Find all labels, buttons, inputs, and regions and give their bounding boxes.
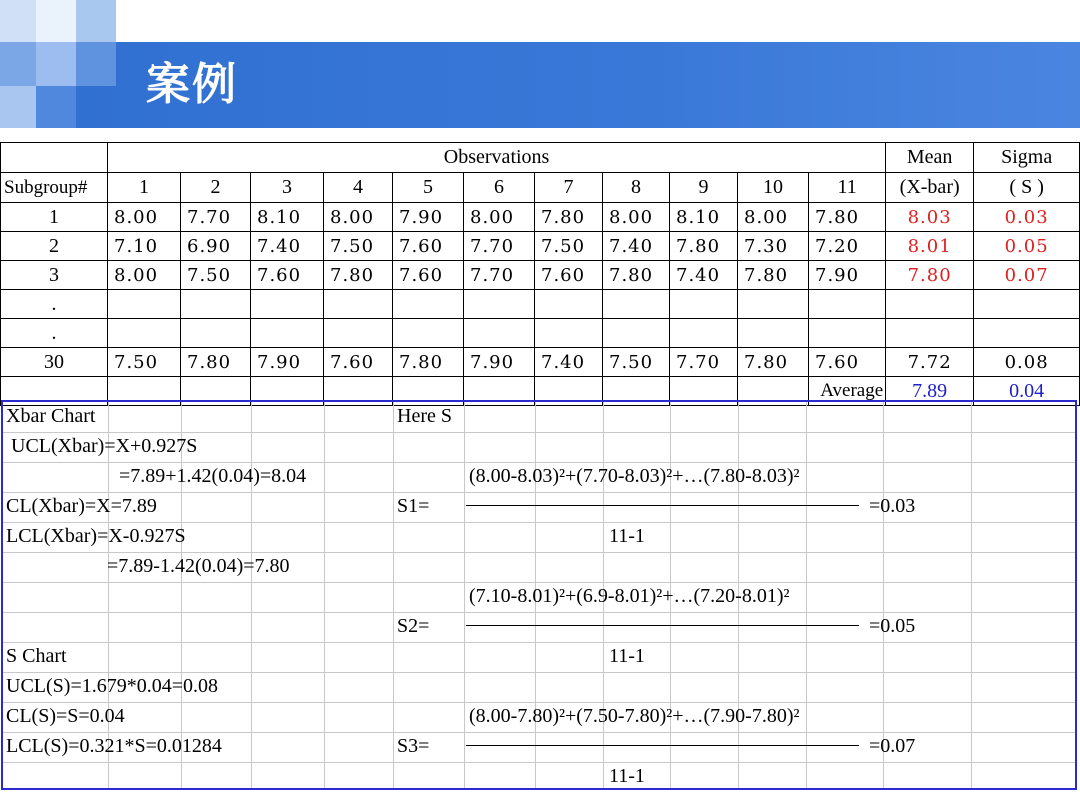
table-row bbox=[1, 348, 1080, 377]
observation-value: 8.00 bbox=[324, 203, 393, 232]
observation-value: 7.80 bbox=[738, 261, 809, 290]
subgroup-id: . bbox=[1, 319, 108, 348]
s3-numerator: (8.00-7.80)²+(7.50-7.80)²+…(7.90-7.80)² bbox=[469, 705, 800, 727]
sigma-value bbox=[974, 319, 1080, 348]
s1-numerator: (8.00-8.03)²+(7.70-8.03)²+…(7.80-8.03)² bbox=[469, 465, 800, 487]
observation-value: 7.70 bbox=[670, 348, 738, 377]
table-row bbox=[1, 203, 1080, 232]
observation-value bbox=[738, 319, 809, 348]
s3-label: S3= bbox=[397, 735, 430, 757]
observation-value: 8.00 bbox=[108, 203, 181, 232]
observation-value: 7.80 bbox=[181, 348, 251, 377]
observation-value: 8.00 bbox=[464, 203, 535, 232]
banner-square bbox=[0, 86, 36, 128]
grid-line bbox=[971, 402, 972, 788]
s1-label: S1= bbox=[397, 495, 430, 517]
observation-value: 7.20 bbox=[809, 232, 886, 261]
obs-number: 3 bbox=[251, 173, 324, 203]
banner-square bbox=[0, 42, 36, 86]
observation-value: 7.70 bbox=[181, 203, 251, 232]
s1-result: =0.03 bbox=[869, 495, 916, 517]
grid-line bbox=[3, 642, 1075, 643]
observation-value: 8.00 bbox=[738, 203, 809, 232]
grid-line bbox=[3, 762, 1075, 763]
sigma-value: 0.05 bbox=[974, 232, 1080, 261]
banner-square bbox=[36, 0, 76, 42]
observation-value: 7.60 bbox=[324, 348, 393, 377]
average-mean: 7.89 bbox=[886, 377, 974, 406]
observation-value: 7.90 bbox=[393, 203, 464, 232]
obs-number: 11 bbox=[809, 173, 886, 203]
observation-value bbox=[181, 290, 251, 319]
observation-value: 8.10 bbox=[670, 203, 738, 232]
observation-value bbox=[603, 319, 670, 348]
obs-number: 2 bbox=[181, 173, 251, 203]
observation-value: 7.80 bbox=[809, 203, 886, 232]
mean-value bbox=[886, 319, 974, 348]
average-label: Average bbox=[809, 377, 886, 406]
s2-result: =0.05 bbox=[869, 615, 916, 637]
s-chart-heading: S Chart bbox=[6, 645, 67, 667]
s2-numerator: (7.10-8.01)²+(6.9-8.01)²+…(7.20-8.01)² bbox=[469, 585, 790, 607]
table-cell bbox=[1, 143, 108, 173]
sigma-header: Sigma bbox=[974, 143, 1080, 173]
average-sigma: 0.04 bbox=[974, 377, 1080, 406]
observation-value bbox=[393, 319, 464, 348]
observation-value: 7.80 bbox=[535, 203, 603, 232]
observation-value: 7.50 bbox=[603, 348, 670, 377]
mean-header: Mean bbox=[886, 143, 974, 173]
observation-value: 7.60 bbox=[251, 261, 324, 290]
banner-square bbox=[0, 0, 36, 42]
table-subheader-row bbox=[1, 173, 1080, 203]
observation-value: 7.90 bbox=[251, 348, 324, 377]
table-row bbox=[1, 261, 1080, 290]
observation-value: 7.10 bbox=[108, 232, 181, 261]
s1-denominator: 11-1 bbox=[609, 525, 645, 547]
s2-fraction-line bbox=[466, 625, 859, 626]
observation-value: 7.80 bbox=[324, 261, 393, 290]
observation-value: 7.50 bbox=[181, 261, 251, 290]
lcl-s-formula: LCL(S)=0.321*S=0.01284 bbox=[6, 735, 222, 757]
obs-number: 7 bbox=[535, 173, 603, 203]
cl-s-formula: CL(S)=S=0.04 bbox=[6, 705, 125, 727]
here-s-label: Here S bbox=[397, 405, 452, 427]
observation-value: 7.70 bbox=[464, 261, 535, 290]
observation-value: 7.40 bbox=[251, 232, 324, 261]
table-row bbox=[1, 232, 1080, 261]
banner-square bbox=[36, 42, 76, 86]
observation-value: 7.50 bbox=[108, 348, 181, 377]
s2-denominator: 11-1 bbox=[609, 645, 645, 667]
cl-xbar-formula: CL(Xbar)=X=7.89 bbox=[6, 495, 157, 517]
observation-value bbox=[108, 319, 181, 348]
observation-value: 8.10 bbox=[251, 203, 324, 232]
subgroup-id: . bbox=[1, 290, 108, 319]
s3-denominator: 11-1 bbox=[609, 765, 645, 787]
table-row bbox=[1, 319, 1080, 348]
observation-value: 7.50 bbox=[324, 232, 393, 261]
sigma-value: 0.08 bbox=[974, 348, 1080, 377]
mean-value: 8.01 bbox=[886, 232, 974, 261]
mean-value: 8.03 bbox=[886, 203, 974, 232]
observation-value bbox=[809, 319, 886, 348]
xbar-chart-heading: Xbar Chart bbox=[6, 405, 96, 427]
sigma-subheader: ( S ) bbox=[974, 173, 1080, 203]
ucl-xbar-calc: =7.89+1.42(0.04)=8.04 bbox=[119, 465, 307, 487]
observation-value bbox=[324, 319, 393, 348]
grid-line bbox=[806, 402, 807, 788]
observation-value bbox=[670, 290, 738, 319]
sigma-value bbox=[974, 290, 1080, 319]
observations-header: Observations bbox=[108, 143, 886, 173]
observation-value: 7.60 bbox=[393, 261, 464, 290]
s3-result: =0.07 bbox=[869, 735, 916, 757]
mean-subheader: (X-bar) bbox=[886, 173, 974, 203]
observation-value: 7.80 bbox=[603, 261, 670, 290]
observation-value: 7.50 bbox=[535, 232, 603, 261]
mean-value: 7.72 bbox=[886, 348, 974, 377]
obs-number: 5 bbox=[393, 173, 464, 203]
observation-value: 6.90 bbox=[181, 232, 251, 261]
grid-line bbox=[251, 402, 252, 788]
observation-value: 7.60 bbox=[809, 348, 886, 377]
sigma-value: 0.07 bbox=[974, 261, 1080, 290]
s3-fraction-line bbox=[466, 745, 859, 746]
formula-panel bbox=[1, 400, 1077, 790]
observation-value bbox=[464, 319, 535, 348]
grid-line bbox=[883, 402, 884, 788]
observations-table bbox=[0, 142, 1080, 406]
lcl-xbar-formula: LCL(Xbar)=X-0.927S bbox=[6, 525, 186, 547]
grid-line bbox=[393, 402, 394, 788]
obs-number: 6 bbox=[464, 173, 535, 203]
observation-value bbox=[809, 290, 886, 319]
observation-value: 8.00 bbox=[603, 203, 670, 232]
observation-value bbox=[108, 290, 181, 319]
mean-value bbox=[886, 290, 974, 319]
ucl-s-formula: UCL(S)=1.679*0.04=0.08 bbox=[6, 675, 219, 697]
observation-value bbox=[393, 290, 464, 319]
page-title: 案例 bbox=[146, 59, 238, 110]
observation-value bbox=[324, 290, 393, 319]
observation-value: 7.90 bbox=[464, 348, 535, 377]
observation-value: 7.60 bbox=[393, 232, 464, 261]
obs-number: 1 bbox=[108, 173, 181, 203]
observation-value: 7.40 bbox=[670, 261, 738, 290]
banner-square bbox=[76, 0, 116, 42]
observation-value bbox=[535, 290, 603, 319]
observation-value: 7.80 bbox=[670, 232, 738, 261]
s2-label: S2= bbox=[397, 615, 430, 637]
observation-value bbox=[251, 290, 324, 319]
subgroup-id: 3 bbox=[1, 261, 108, 290]
table-row bbox=[1, 290, 1080, 319]
observation-value bbox=[603, 290, 670, 319]
table-header-row bbox=[1, 143, 1080, 173]
observation-value: 8.00 bbox=[108, 261, 181, 290]
banner-square bbox=[76, 42, 116, 86]
observation-value bbox=[738, 290, 809, 319]
obs-number: 4 bbox=[324, 173, 393, 203]
observation-value: 7.90 bbox=[809, 261, 886, 290]
observation-value bbox=[251, 319, 324, 348]
observation-value: 7.80 bbox=[393, 348, 464, 377]
observation-value: 7.40 bbox=[603, 232, 670, 261]
observation-value: 7.80 bbox=[738, 348, 809, 377]
observation-value: 7.60 bbox=[535, 261, 603, 290]
observation-value: 7.70 bbox=[464, 232, 535, 261]
title-banner bbox=[0, 0, 1080, 128]
lcl-xbar-calc: =7.89-1.42(0.04)=7.80 bbox=[107, 555, 290, 577]
observation-value bbox=[464, 290, 535, 319]
grid-line bbox=[464, 402, 465, 788]
observation-value: 7.30 bbox=[738, 232, 809, 261]
banner-square bbox=[36, 86, 76, 128]
observation-value: 7.40 bbox=[535, 348, 603, 377]
observation-value bbox=[181, 319, 251, 348]
mean-value: 7.80 bbox=[886, 261, 974, 290]
subgroup-id: 2 bbox=[1, 232, 108, 261]
observation-value bbox=[535, 319, 603, 348]
obs-number: 8 bbox=[603, 173, 670, 203]
obs-number: 10 bbox=[738, 173, 809, 203]
subgroup-id: 1 bbox=[1, 203, 108, 232]
obs-number: 9 bbox=[670, 173, 738, 203]
subgroup-id: 30 bbox=[1, 348, 108, 377]
sigma-value: 0.03 bbox=[974, 203, 1080, 232]
s1-fraction-line bbox=[466, 505, 859, 506]
grid-line bbox=[324, 402, 325, 788]
ucl-xbar-formula: UCL(Xbar)=X+0.927S bbox=[11, 435, 198, 457]
observation-value bbox=[670, 319, 738, 348]
subgroup-header: Subgroup# bbox=[1, 173, 108, 203]
